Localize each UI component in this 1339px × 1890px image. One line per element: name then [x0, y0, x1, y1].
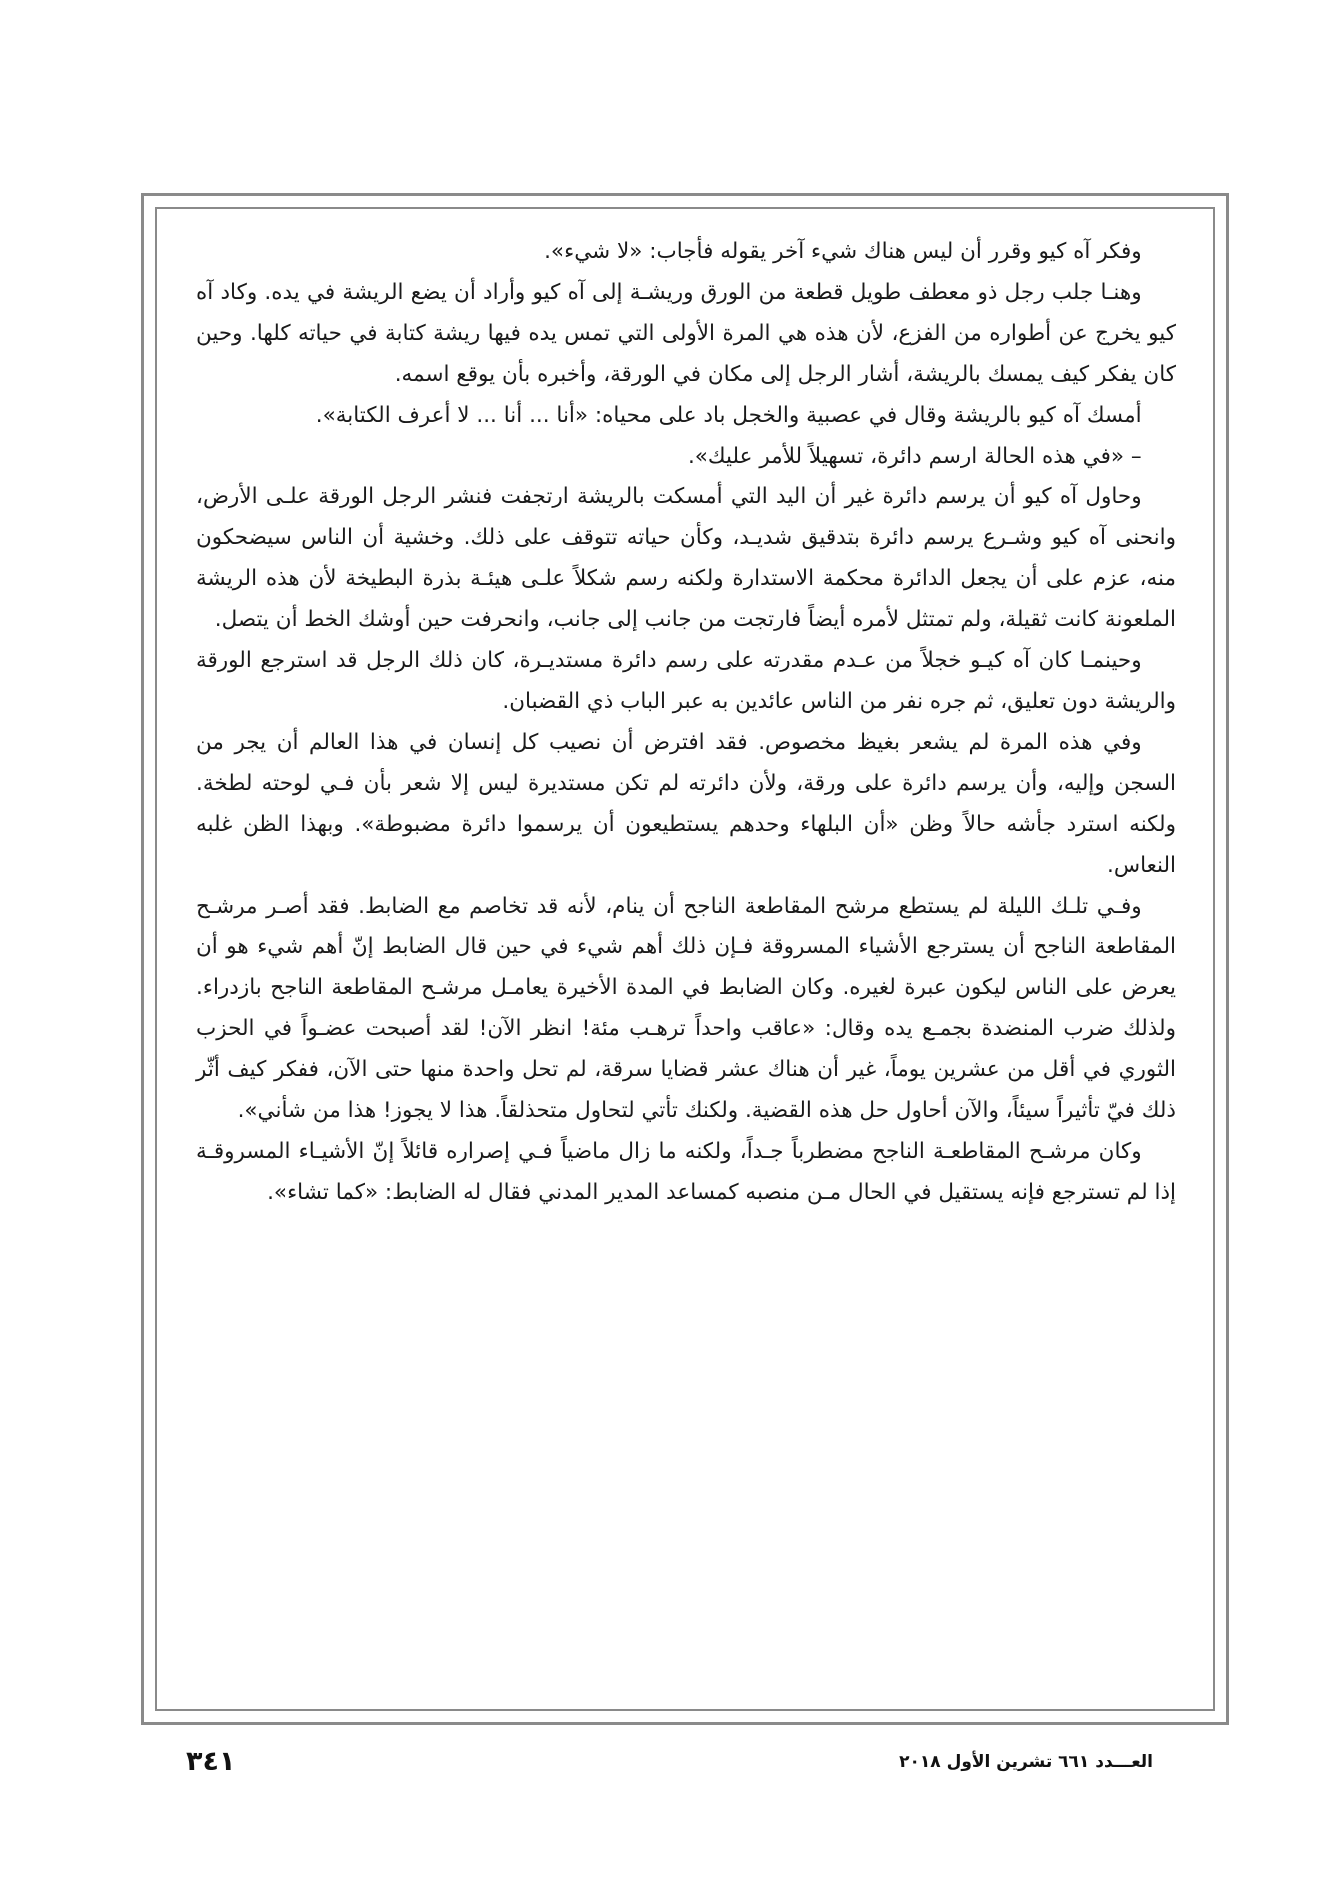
page-footer: [186, 1746, 1153, 1786]
paragraph: – «في هذه الحالة ارسم دائرة، تسهيلاً للأمر عليك».: [687, 443, 1142, 469]
paragraph: وحاول آه كيو أن يرسم دائرة غير أن اليد التي أمسكت بالريشة ارتجفت فنشر الرجل الورقة علـى الأرض، وانحنى آه كيو وشـرع يرسم دائرة بتدقيق شديـد، وكأن حياته تتوقف على ذلك. وخشية أن الناس سيضحكون منه، عزم على أن يجعل الدائرة محكمة الاستدارة ولكنه رسم شكلاً علـى هيئـة بذرة البطيخة لأن هذه الريشة الملعونة كانت ثقيلة، ولم تمتثل لأمره أيضاً فارتجت من جانب إلى جانب، وانحرفت حين أوشك الخط أن يتصل.: [196, 484, 1176, 633]
paragraph: وفي هذه المرة لم يشعر بغيظ مخصوص. فقد افترض أن نصيب كل إنسان في هذا العالم أن يجر من السجن وإليه، وأن يرسم دائرة على ورقة، ولأن دائرته لم تكن مستديرة ليس إلا شعر بأن فـي لوحته لطخة. ولكنه استرد جأشه حالاً وظن «أن البلهاء وحدهم يستطيعون أن يرسموا دائرة مضبوطة». وبهذا الظن غلبه النعاس.: [196, 729, 1176, 878]
paragraph: وحينمـا كان آه كيـو خجلاً من عـدم مقدرته على رسم دائرة مستديـرة، كان ذلك الرجل قد استرجع الورقة والريشة دون تعليق، ثم جره نفر من الناس عائدين به عبر الباب ذي القضبان.: [196, 648, 1176, 714]
paragraph: وفـي تلـك الليلة لم يستطع مرشح المقاطعة الناجح أن ينام، لأنه قد تخاصم مع الضابط. فقد أصـر مرشـح المقاطعة الناجح أن يسترجع الأشياء المسروقة فـإن ذلك أهم شيء في حين قال الضابط إنّ أهم شيء هو أن يعرض على الناس ليكون عبرة لغيره. وكان الضابط في المدة الأخيرة يعامـل مرشـح المقاطعة الناجح بازدراء. ولذلك ضرب المنضدة بجمـع يده وقال: «عاقب واحداً ترهـب مئة! انظر الآن! لقد أصبحت عضـواً في الحزب الثوري في أقل من عشرين يوماً، غير أن هناك عشر قضايا سرقة، لم تحل واحدة منها حتى الآن، ففكر كيف أثّر ذلك فيّ تأثيراً سيئاً، والآن أحاول حل هذه القضية. ولكنك تأتي لتحاول متحذلقاً. هذا لا يجوز! هذا من شأني».: [196, 893, 1176, 1124]
paragraph: وكان مرشـح المقاطعـة الناجح مضطرباً جـداً، ولكنه ما زال ماضياً فـي إصراره قائلاً إنّ الأشيـاء المسروقـة إذا لم تسترجع فإنه يستقيل في الحال مـن منصبه كمساعد المدير المدني فقال له الضابط: «كما تشاء».: [196, 1138, 1176, 1205]
page-number: ٣٤١: [186, 1746, 236, 1777]
paragraph: وهنـا جلب رجل ذو معطف طويل قطعة من الورق وريشـة إلى آه كيو وأراد أن يضع الريشة في يده. وكاد آه كيو يخرج عن أطواره من الفزع، لأن هذه هي المرة الأولى التي تمس يده فيها ريشة كتابة في حياته كلها. وحين كان يفكر كيف يمسك بالريشة، أشار الرجل إلى مكان في الورقة، وأخبره بأن يوقع اسمه.: [196, 279, 1176, 387]
article-text: [196, 232, 1176, 1214]
issue-label: العـــدد ٦٦١ تشرين الأول ٢٠١٨: [899, 1752, 1153, 1772]
paragraph: أمسك آه كيو بالريشة وقال في عصبية والخجل باد على محياه: «أنا ... أنا ... لا أعرف الكتابة».: [315, 402, 1142, 428]
paragraph: وفكر آه كيو وقرر أن ليس هناك شيء آخر يقوله فأجاب: «لا شيء».: [544, 239, 1142, 264]
